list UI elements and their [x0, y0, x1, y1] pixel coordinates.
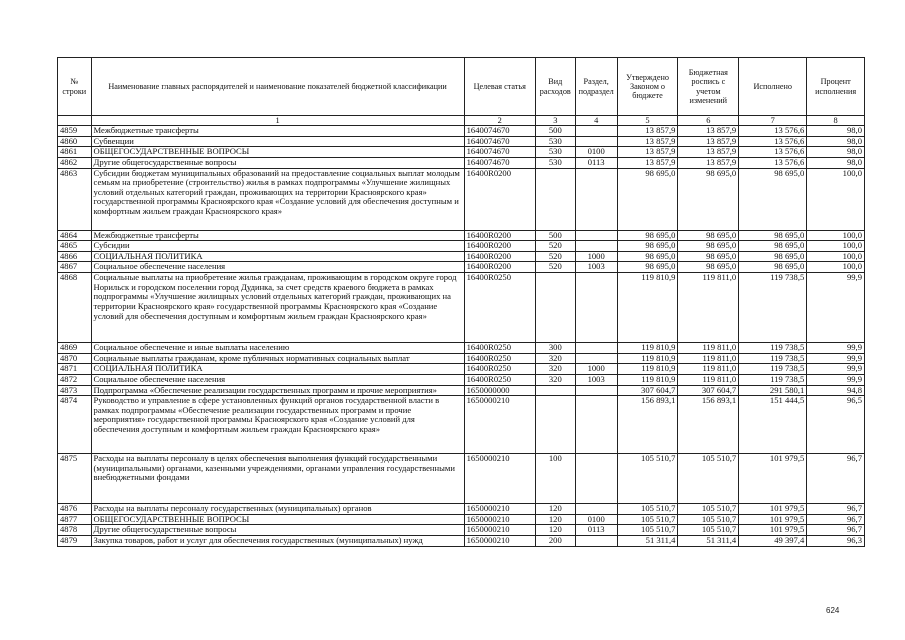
name-cell: Межбюджетные трансферты: [91, 126, 464, 137]
row-number-cell: 4863: [58, 168, 92, 230]
table-row: [58, 168, 865, 230]
name-cell: Другие общегосударственные вопросы: [91, 157, 464, 168]
approved-amount-cell: 105 510,7: [617, 504, 678, 515]
budget-amount-cell: 98 695,0: [678, 241, 739, 252]
table-row: [58, 536, 865, 547]
percent-cell: 96,7: [807, 514, 865, 525]
target-article-cell: 1650000000: [464, 385, 535, 396]
section-cell: [575, 241, 617, 252]
approved-amount-cell: 13 857,9: [617, 157, 678, 168]
target-article-cell: 1640074670: [464, 157, 535, 168]
budget-amount-cell: 98 695,0: [678, 168, 739, 230]
approved-amount-cell: 156 893,1: [617, 396, 678, 454]
name-cell: СОЦИАЛЬНАЯ ПОЛИТИКА: [91, 364, 464, 375]
name-cell: Субсидии бюджетам муниципальных образований на предоставление социальных выплат молодым семьям на приобретение (строительство) жилья в рамках подпрограммы «Улучшение жилищных условий отдельных категорий граждан, проживающих на территории Красноярского края» государственной программы Красноярского края «Создание условий для обеспечения доступным и комфортным жильем граждан Красноярского края»: [91, 168, 464, 230]
index-cell: 2: [464, 116, 535, 126]
name-cell: ОБЩЕГОСУДАРСТВЕННЫЕ ВОПРОСЫ: [91, 147, 464, 158]
expense-type-cell: 320: [535, 364, 575, 375]
name-cell: Субсидии: [91, 241, 464, 252]
row-number-cell: 4875: [58, 454, 92, 504]
budget-amount-cell: 13 857,9: [678, 147, 739, 158]
executed-amount-cell: 98 695,0: [739, 262, 807, 273]
target-article-cell: 16400R0200: [464, 251, 535, 262]
executed-amount-cell: 119 738,5: [739, 343, 807, 354]
table-row: [58, 385, 865, 396]
executed-amount-cell: 119 738,5: [739, 364, 807, 375]
budget-amount-cell: 105 510,7: [678, 525, 739, 536]
percent-cell: 100,0: [807, 230, 865, 241]
table-row: [58, 504, 865, 515]
table-row: [58, 126, 865, 137]
percent-cell: 100,0: [807, 168, 865, 230]
expense-type-cell: 520: [535, 241, 575, 252]
percent-cell: 99,9: [807, 353, 865, 364]
target-article-cell: 16400R0250: [464, 364, 535, 375]
section-cell: [575, 454, 617, 504]
executed-amount-cell: 101 979,5: [739, 525, 807, 536]
executed-amount-cell: 151 444,5: [739, 396, 807, 454]
executed-amount-cell: 119 738,5: [739, 273, 807, 343]
name-cell: Закупка товаров, работ и услуг для обеспечения государственных (муниципальных) нужд: [91, 536, 464, 547]
target-article-cell: 16400R0200: [464, 262, 535, 273]
target-article-cell: 1650000210: [464, 514, 535, 525]
table-row: [58, 525, 865, 536]
percent-cell: 94,8: [807, 385, 865, 396]
expense-type-cell: 530: [535, 136, 575, 147]
section-cell: 1000: [575, 364, 617, 375]
expense-type-cell: 520: [535, 251, 575, 262]
expense-type-cell: [535, 168, 575, 230]
budget-amount-cell: 156 893,1: [678, 396, 739, 454]
target-article-cell: 1650000210: [464, 396, 535, 454]
row-number-cell: 4866: [58, 251, 92, 262]
section-cell: [575, 385, 617, 396]
percent-cell: 96,3: [807, 536, 865, 547]
percent-cell: 96,5: [807, 396, 865, 454]
name-cell: Социальное обеспечение населения: [91, 374, 464, 385]
section-cell: [575, 136, 617, 147]
expense-type-cell: 530: [535, 147, 575, 158]
section-cell: 1000: [575, 251, 617, 262]
table-body: [58, 126, 865, 547]
target-article-cell: 1650000210: [464, 525, 535, 536]
percent-cell: 99,9: [807, 364, 865, 375]
header-row-number: № строки: [58, 58, 92, 116]
row-number-cell: 4867: [58, 262, 92, 273]
section-cell: 0100: [575, 514, 617, 525]
index-cell: 8: [807, 116, 865, 126]
budget-amount-cell: 105 510,7: [678, 504, 739, 515]
approved-amount-cell: 98 695,0: [617, 241, 678, 252]
row-number-cell: 4874: [58, 396, 92, 454]
table-row: [58, 396, 865, 454]
approved-amount-cell: 105 510,7: [617, 454, 678, 504]
target-article-cell: 1640074670: [464, 126, 535, 137]
executed-amount-cell: 49 397,4: [739, 536, 807, 547]
executed-amount-cell: 13 576,6: [739, 126, 807, 137]
executed-amount-cell: 101 979,5: [739, 504, 807, 515]
approved-amount-cell: 119 810,9: [617, 273, 678, 343]
percent-cell: 96,7: [807, 504, 865, 515]
approved-amount-cell: 98 695,0: [617, 230, 678, 241]
percent-cell: 98,0: [807, 126, 865, 137]
section-cell: [575, 343, 617, 354]
section-cell: 0100: [575, 147, 617, 158]
budget-amount-cell: 98 695,0: [678, 230, 739, 241]
target-article-cell: 1650000210: [464, 454, 535, 504]
target-article-cell: 16400R0250: [464, 343, 535, 354]
table-row: [58, 251, 865, 262]
approved-amount-cell: 119 810,9: [617, 364, 678, 375]
expense-type-cell: 120: [535, 525, 575, 536]
section-cell: [575, 353, 617, 364]
name-cell: Подпрограмма «Обеспечение реализации государственных программ и прочие мероприятия»: [91, 385, 464, 396]
budget-amount-cell: 51 311,4: [678, 536, 739, 547]
executed-amount-cell: 13 576,6: [739, 147, 807, 158]
executed-amount-cell: 98 695,0: [739, 230, 807, 241]
name-cell: Социальное обеспечение населения: [91, 262, 464, 273]
row-number-cell: 4868: [58, 273, 92, 343]
expense-type-cell: 500: [535, 126, 575, 137]
approved-amount-cell: 13 857,9: [617, 126, 678, 137]
target-article-cell: 16400R0250: [464, 374, 535, 385]
percent-cell: 99,9: [807, 374, 865, 385]
table-row: [58, 157, 865, 168]
row-number-cell: 4871: [58, 364, 92, 375]
approved-amount-cell: 119 810,9: [617, 353, 678, 364]
approved-amount-cell: 13 857,9: [617, 136, 678, 147]
budget-table: [57, 57, 865, 547]
table-row: [58, 353, 865, 364]
row-number-cell: 4860: [58, 136, 92, 147]
approved-amount-cell: 119 810,9: [617, 374, 678, 385]
row-number-cell: 4872: [58, 374, 92, 385]
executed-amount-cell: 98 695,0: [739, 168, 807, 230]
section-cell: [575, 504, 617, 515]
approved-amount-cell: 105 510,7: [617, 514, 678, 525]
executed-amount-cell: 98 695,0: [739, 251, 807, 262]
name-cell: Социальное обеспечение и иные выплаты населению: [91, 343, 464, 354]
name-cell: СОЦИАЛЬНАЯ ПОЛИТИКА: [91, 251, 464, 262]
table-row: [58, 273, 865, 343]
expense-type-cell: 530: [535, 157, 575, 168]
table-row: [58, 147, 865, 158]
row-number-cell: 4861: [58, 147, 92, 158]
row-number-cell: 4869: [58, 343, 92, 354]
row-number-cell: 4865: [58, 241, 92, 252]
target-article-cell: 16400R0200: [464, 168, 535, 230]
approved-amount-cell: 13 857,9: [617, 147, 678, 158]
approved-amount-cell: 51 311,4: [617, 536, 678, 547]
executed-amount-cell: 13 576,6: [739, 157, 807, 168]
approved-amount-cell: 105 510,7: [617, 525, 678, 536]
percent-cell: 99,9: [807, 343, 865, 354]
row-number-cell: 4870: [58, 353, 92, 364]
header-target-article: Целевая статья: [464, 58, 535, 116]
section-cell: [575, 168, 617, 230]
budget-amount-cell: 105 510,7: [678, 514, 739, 525]
table-row: [58, 262, 865, 273]
header-section: Раздел, подраздел: [575, 58, 617, 116]
budget-amount-cell: 119 811,0: [678, 273, 739, 343]
row-number-cell: 4878: [58, 525, 92, 536]
table-row: [58, 241, 865, 252]
budget-amount-cell: 119 811,0: [678, 374, 739, 385]
name-cell: Социальные выплаты на приобретение жилья гражданам, проживающим в городском округе город Норильск и городском поселении город Дудинка, за счет средств краевого бюджета в рамках подпрограммы «Улучшение жилищных условий отдельных категорий граждан, проживающих на территории Красноярского края» государственной программы Красноярского края «Создание условий для обеспечения доступным и комфортным жильем граждан Красноярского края»: [91, 273, 464, 343]
target-article-cell: 16400R0200: [464, 241, 535, 252]
table-row: [58, 136, 865, 147]
table-row: [58, 343, 865, 354]
name-cell: ОБЩЕГОСУДАРСТВЕННЫЕ ВОПРОСЫ: [91, 514, 464, 525]
index-cell: 4: [575, 116, 617, 126]
budget-amount-cell: 98 695,0: [678, 262, 739, 273]
percent-cell: 100,0: [807, 241, 865, 252]
expense-type-cell: 320: [535, 353, 575, 364]
section-cell: [575, 230, 617, 241]
index-cell: [58, 116, 92, 126]
percent-cell: 98,0: [807, 136, 865, 147]
percent-cell: 100,0: [807, 262, 865, 273]
expense-type-cell: [535, 396, 575, 454]
expense-type-cell: 300: [535, 343, 575, 354]
name-cell: Расходы на выплаты персоналу государственных (муниципальных) органов: [91, 504, 464, 515]
expense-type-cell: [535, 273, 575, 343]
expense-type-cell: 120: [535, 504, 575, 515]
budget-amount-cell: 13 857,9: [678, 157, 739, 168]
target-article-cell: 1650000210: [464, 536, 535, 547]
page-number: 624: [826, 606, 840, 615]
index-cell: 5: [617, 116, 678, 126]
percent-cell: 99,9: [807, 273, 865, 343]
percent-cell: 96,7: [807, 454, 865, 504]
budget-amount-cell: 119 811,0: [678, 364, 739, 375]
section-cell: 1003: [575, 262, 617, 273]
target-article-cell: 1650000210: [464, 504, 535, 515]
percent-cell: 98,0: [807, 147, 865, 158]
expense-type-cell: 320: [535, 374, 575, 385]
name-cell: Руководство и управление в сфере установленных функций органов государственной власти в рамках подпрограммы «Обеспечение реализации государственных программ и прочие мероприятия» государственной программы Красноярского края «Создание условий для обеспечения доступным и комфортным жильем граждан Красноярского края»: [91, 396, 464, 454]
row-number-cell: 4877: [58, 514, 92, 525]
expense-type-cell: 200: [535, 536, 575, 547]
header-expense-type: Вид расходов: [535, 58, 575, 116]
table-row: [58, 514, 865, 525]
target-article-cell: 1640074670: [464, 136, 535, 147]
name-cell: Субвенции: [91, 136, 464, 147]
index-cell: 1: [91, 116, 464, 126]
approved-amount-cell: 119 810,9: [617, 343, 678, 354]
executed-amount-cell: 98 695,0: [739, 241, 807, 252]
approved-amount-cell: 98 695,0: [617, 262, 678, 273]
target-article-cell: 16400R0200: [464, 230, 535, 241]
executed-amount-cell: 119 738,5: [739, 353, 807, 364]
approved-amount-cell: 307 604,7: [617, 385, 678, 396]
section-cell: [575, 126, 617, 137]
approved-amount-cell: 98 695,0: [617, 168, 678, 230]
section-cell: 1003: [575, 374, 617, 385]
table-row: [58, 374, 865, 385]
expense-type-cell: 500: [535, 230, 575, 241]
target-article-cell: 16400R0250: [464, 273, 535, 343]
index-cell: 6: [678, 116, 739, 126]
header-executed: Исполнено: [739, 58, 807, 116]
table-row: [58, 454, 865, 504]
budget-amount-cell: 13 857,9: [678, 136, 739, 147]
expense-type-cell: 100: [535, 454, 575, 504]
index-cell: 3: [535, 116, 575, 126]
budget-amount-cell: 98 695,0: [678, 251, 739, 262]
section-cell: [575, 536, 617, 547]
executed-amount-cell: 119 738,5: [739, 374, 807, 385]
approved-amount-cell: 98 695,0: [617, 251, 678, 262]
expense-type-cell: 520: [535, 262, 575, 273]
target-article-cell: 1640074670: [464, 147, 535, 158]
expense-type-cell: [535, 385, 575, 396]
row-number-cell: 4873: [58, 385, 92, 396]
row-number-cell: 4879: [58, 536, 92, 547]
percent-cell: 96,7: [807, 525, 865, 536]
executed-amount-cell: 13 576,6: [739, 136, 807, 147]
header-name: Наименование главных распорядителей и наименование показателей бюджетной классификации: [91, 58, 464, 116]
expense-type-cell: 120: [535, 514, 575, 525]
name-cell: Другие общегосударственные вопросы: [91, 525, 464, 536]
percent-cell: 98,0: [807, 157, 865, 168]
executed-amount-cell: 101 979,5: [739, 514, 807, 525]
budget-amount-cell: 119 811,0: [678, 353, 739, 364]
header-percent: Процент исполнения: [807, 58, 865, 116]
executed-amount-cell: 101 979,5: [739, 454, 807, 504]
name-cell: Социальные выплаты гражданам, кроме публичных нормативных социальных выплат: [91, 353, 464, 364]
executed-amount-cell: 291 580,1: [739, 385, 807, 396]
row-number-cell: 4864: [58, 230, 92, 241]
percent-cell: 100,0: [807, 251, 865, 262]
row-number-cell: 4862: [58, 157, 92, 168]
section-cell: [575, 273, 617, 343]
budget-amount-cell: 105 510,7: [678, 454, 739, 504]
index-cell: 7: [739, 116, 807, 126]
target-article-cell: 16400R0250: [464, 353, 535, 364]
section-cell: 0113: [575, 157, 617, 168]
budget-amount-cell: 119 811,0: [678, 343, 739, 354]
section-cell: 0113: [575, 525, 617, 536]
table-row: [58, 364, 865, 375]
name-cell: Межбюджетные трансферты: [91, 230, 464, 241]
budget-amount-cell: 13 857,9: [678, 126, 739, 137]
row-number-cell: 4859: [58, 126, 92, 137]
header-approved: Утверждено Законом о бюджете: [617, 58, 678, 116]
name-cell: Расходы на выплаты персоналу в целях обеспечения выполнения функций государственными (муниципальными) органами, казенными учреждениями, органами управления государственными внебюджетными фондами: [91, 454, 464, 504]
header-budget-schedule: Бюджетная роспись с учетом изменений: [678, 58, 739, 116]
row-number-cell: 4876: [58, 504, 92, 515]
section-cell: [575, 396, 617, 454]
budget-amount-cell: 307 604,7: [678, 385, 739, 396]
table-row: [58, 230, 865, 241]
